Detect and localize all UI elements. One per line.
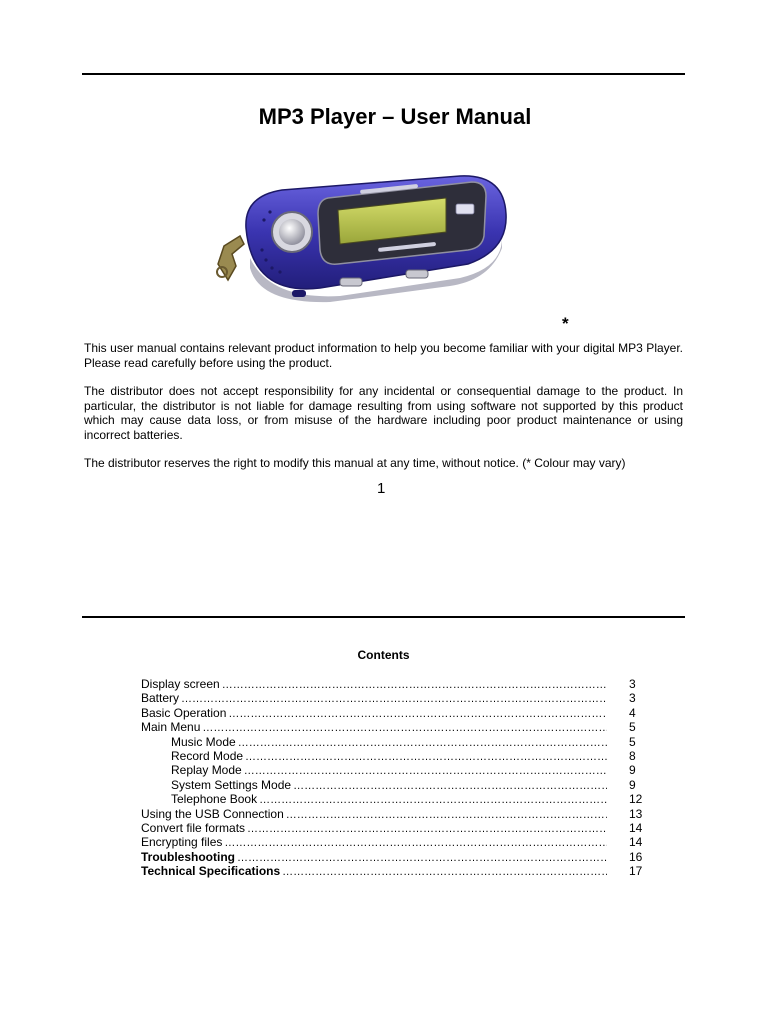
toc-item-display-screen[interactable]: Display screen …………………………………………………………………………………………………………………………………… 3 <box>141 677 651 691</box>
toc-page-number: 5 <box>629 734 636 749</box>
toc-page-number: 8 <box>629 748 636 763</box>
toc-item-telephone-book[interactable]: Telephone Book …………………………………………………………………………………………………………………………………… 12 <box>141 792 651 806</box>
toc-page-number: 17 <box>629 864 643 879</box>
toc-page-number: 9 <box>629 763 636 778</box>
toc-item-main-menu[interactable]: Main Menu …………………………………………………………………………………………………………………………………… 5 <box>141 720 651 734</box>
toc-item-usb-connection[interactable]: Using the USB Connection …………………………………………………………………………………………………………………………………… 13 <box>141 807 651 821</box>
table-of-contents <box>141 677 651 878</box>
page-number: 1 <box>377 480 386 497</box>
toc-item-convert-file-formats[interactable]: Convert file formats …………………………………………………………………………………………………………………………………… 14 <box>141 821 651 835</box>
top-rule <box>82 73 685 75</box>
toc-page-number: 12 <box>629 792 643 807</box>
toc-page-number: 9 <box>629 777 636 792</box>
toc-item-troubleshooting[interactable]: Troubleshooting …………………………………………………………………………………………………………………………………… 16 <box>141 850 651 864</box>
toc-item-battery[interactable]: Battery …………………………………………………………………………………………………………………………………… 3 <box>141 691 651 705</box>
toc-item-system-settings-mode[interactable]: System Settings Mode …………………………………………………………………………………………………………………………………… 9 <box>141 778 651 792</box>
toc-page-number: 3 <box>629 677 636 691</box>
toc-page-number: 3 <box>629 691 636 706</box>
mp3-player-image <box>210 168 510 308</box>
toc-item-basic-operation[interactable]: Basic Operation …………………………………………………………………………………………………………………………………… 4 <box>141 706 651 720</box>
toc-page-number: 4 <box>629 705 636 720</box>
intro-paragraph: This user manual contains relevant product information to help you become familiar with your digital MP3 Player. Please read carefully before using the product. <box>84 341 683 370</box>
disclaimer-paragraph: The distributor does not accept responsibility for any incidental or consequential damage to the product. In particular, the distributor is not liable for damage resulting from using software not supported by this product which may cause data loss, or from misuse of the hardware including poor product maintenance or using incorrect batteries. <box>84 384 683 442</box>
toc-item-technical-specifications[interactable]: Technical Specifications …………………………………………………………………………………………………………………………………… 17 <box>141 864 651 878</box>
page-title: MP3 Player – User Manual <box>258 104 532 129</box>
section-rule <box>82 616 685 618</box>
toc-item-music-mode[interactable]: Music Mode …………………………………………………………………………………………………………………………………… 5 <box>141 735 651 749</box>
toc-page-number: 14 <box>629 835 643 850</box>
colour-note-asterisk: * <box>562 314 569 333</box>
toc-item-record-mode[interactable]: Record Mode …………………………………………………………………………………………………………………………………… 8 <box>141 749 651 763</box>
toc-page-number: 13 <box>629 806 643 821</box>
toc-item-encrypting-files[interactable]: Encrypting files …………………………………………………………………………………………………………………………………… 14 <box>141 835 651 849</box>
toc-page-number: 14 <box>629 820 643 835</box>
toc-page-number: 16 <box>629 849 643 864</box>
toc-page-number: 5 <box>629 720 636 735</box>
toc-item-replay-mode[interactable]: Replay Mode …………………………………………………………………………………………………………………………………… 9 <box>141 763 651 777</box>
contents-heading: Contents <box>357 648 410 662</box>
modification-notice-paragraph: The distributor reserves the right to modify this manual at any time, without notice. (* Colour may vary) <box>84 456 626 470</box>
